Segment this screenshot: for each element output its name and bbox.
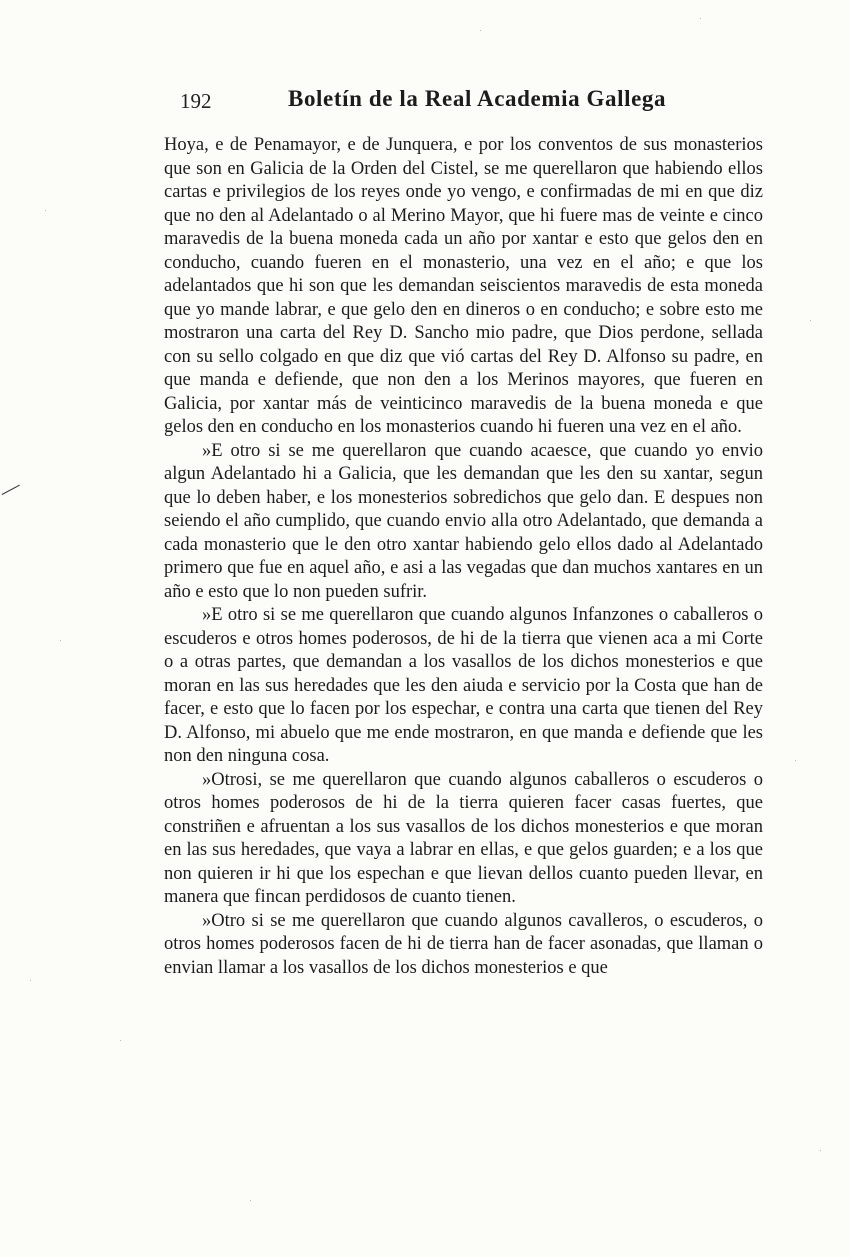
scan-speck (820, 1150, 821, 1151)
paragraph: »E otro si se me querellaron que cuando acaesce, que cuando yo envio algun Adelantado hi a Galicia, que les demandan que les den su xantar, segun que lo deben haber, e los monesterios sobredichos que gelo dan. E despues non seiendo el año cumplido, que cuando envio alla otro Adelantado, que demanda a cada monasterio que le den otro xantar habiendo gelo ellos dado al Adelantado primero que fue en aquel año, e asi a las vegadas que dan muchos xantares en un año e esto que lo non pueden sufrir. (164, 440, 763, 602)
paragraph: »E otro si se me querellaron que cuando algunos Infanzones o caballeros o escuderos e otros homes poderosos, de hi de la tierra que vienen aca a mi Corte o a otras partes, que demandan a los vasallos de los dichos monesterios e que moran en las sus heredades que les den aiuda e servicio por la Costa que han de facer, e esto que lo facen por los espechar, e contra una carta que tienen del Rey D. Alfonso, mi abuelo que me ende mostraron, en que manda e defiende que les non den ninguna cosa. (164, 605, 763, 766)
margin-pen-mark (2, 485, 20, 495)
body-text (164, 134, 763, 980)
page-number: 192 (180, 89, 212, 113)
scan-speck (480, 30, 481, 31)
running-title: Boletín de la Real Academia Gallega (288, 86, 667, 111)
paragraph: »Otrosi, se me querellaron que cuando algunos caballeros o escuderos o otros homes poderosos de hi de la tierra quieren facer casas fuertes, que constriñen e afruentan a los sus vasallos de los dichos monesterios e que moran en las sus heredades, que vaya a labrar en ellas, e que gelos guarden; e a los que non quieren ir hi que los espechan e que lievan dellos cuanto pueden llevar, en manera que fincan perdidosos de cuanto tienen. (164, 769, 763, 907)
scan-speck (810, 320, 811, 321)
scan-speck (60, 640, 61, 641)
scan-speck (30, 980, 31, 981)
scan-speck (45, 210, 46, 211)
page-header (165, 86, 765, 116)
scan-speck (250, 1200, 251, 1201)
scan-speck (700, 18, 701, 19)
scan-speck (795, 760, 796, 761)
paragraph: Hoya, e de Penamayor, e de Junquera, e por los conventos de sus monasterios que son en Galicia de la Orden del Cistel, se me querellaron que habiendo ellos cartas e privilegios de los reyes onde yo vengo, e confirmadas de mi en que diz que no den al Adelantado o al Merino Mayor, que hi fuere mas de veinte e cinco maravedis de la buena moneda cada un año por xantar e esto que gelos den en conducho, cuando fueren en el monasterio, una vez en el año; e que los adelantados que hi son que les demandan seiscientos maravedis de esta moneda que yo mande labrar, e que gelo den en dineros o en conducho; e sobre esto me mostraron una carta del Rey D. Sancho mio padre, que Dios perdone, sellada con su sello colgado en que diz que vió cartas del Rey D. Alfonso su padre, en que manda e defiende, que non den a los Merinos mayores, que fueren en Galicia, por xantar más de veinticinco maravedis de la buena moneda e que gelos den en conducho en los monasterios cuando hi fueren una vez en el año. (164, 135, 763, 437)
scan-speck (120, 1040, 121, 1041)
paragraph: »Otro si se me querellaron que cuando algunos cavalleros, o escuderos, o otros homes poderosos facen de hi de tierra han de facer asonadas, que llaman o envian llamar a los vasallos de los dichos monesterios e que (164, 910, 763, 978)
